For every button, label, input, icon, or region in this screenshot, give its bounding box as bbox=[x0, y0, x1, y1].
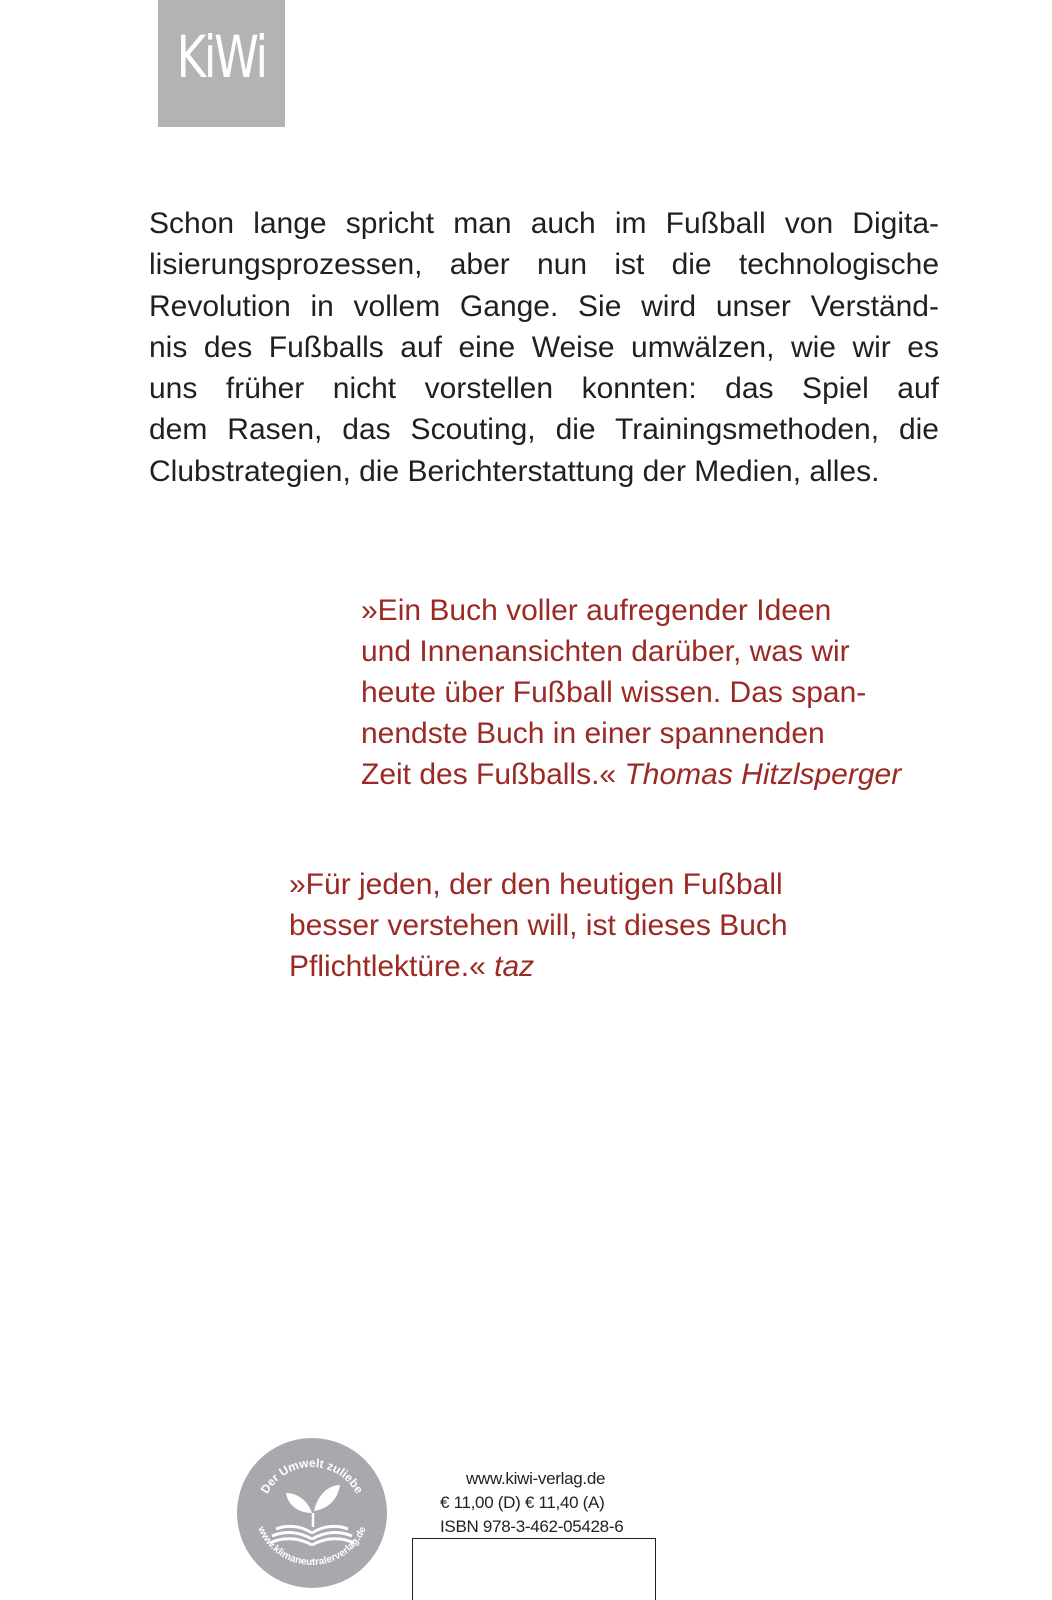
quote-source: taz bbox=[494, 950, 535, 983]
review-quote-hitzlsperger bbox=[361, 590, 921, 795]
quote-line: »Ein Buch voller aufregender Ideen bbox=[361, 594, 832, 627]
blurb-line: lisierungsprozessen, aber nun ist die technologische bbox=[149, 248, 939, 282]
barcode-frame bbox=[412, 1538, 656, 1600]
quote-line: »Für jeden, der den heutigen Fußball bbox=[289, 868, 783, 901]
book-blurb bbox=[149, 203, 939, 492]
seal-bottom-text: www.klimaneutralerverlag.de bbox=[255, 1524, 369, 1569]
isbn-label: ISBN 978-3-462-05428-6 bbox=[440, 1517, 624, 1536]
logo-text: KiWi bbox=[176, 22, 267, 91]
quote-text: Pflichtlektüre.« bbox=[289, 950, 486, 983]
seal-top-text: Der Umwelt zuliebe bbox=[257, 1455, 367, 1496]
blurb-line: Revolution in vollem Gange. Sie wird unser Verständ- bbox=[149, 289, 939, 323]
review-quote-taz bbox=[289, 864, 849, 987]
blurb-line: Schon lange spricht man auch im Fußball von Digita- bbox=[149, 207, 939, 240]
quote-source: Thomas Hitzlsperger bbox=[624, 758, 902, 791]
quote-line bbox=[289, 946, 849, 987]
publisher-url: www.kiwi-verlag.de bbox=[466, 1469, 606, 1488]
blurb-line: Clubstrategien, die Berichterstattung der Medien, alles. bbox=[149, 454, 880, 488]
quote-line: nendste Buch in einer spannenden bbox=[361, 717, 825, 750]
blurb-line: dem Rasen, das Scouting, die Trainingsmethoden, die bbox=[149, 413, 939, 447]
book-info bbox=[440, 1467, 660, 1539]
price-label: € 11,00 (D) € 11,40 (A) bbox=[440, 1493, 605, 1512]
blurb-line: nis des Fußballs auf eine Weise umwälzen, wie wir es bbox=[149, 330, 939, 364]
blurb-line: uns früher nicht vorstellen konnten: das Spiel auf bbox=[149, 372, 939, 406]
climate-neutral-seal-icon bbox=[236, 1437, 388, 1589]
publisher-logo bbox=[158, 0, 285, 127]
quote-line: besser verstehen will, ist dieses Buch bbox=[289, 909, 788, 942]
quote-text: Zeit des Fußballs.« bbox=[361, 758, 617, 791]
quote-line: und Innenansichten darüber, was wir bbox=[361, 635, 850, 668]
quote-line bbox=[361, 754, 921, 795]
quote-line: heute über Fußball wissen. Das span- bbox=[361, 676, 867, 709]
